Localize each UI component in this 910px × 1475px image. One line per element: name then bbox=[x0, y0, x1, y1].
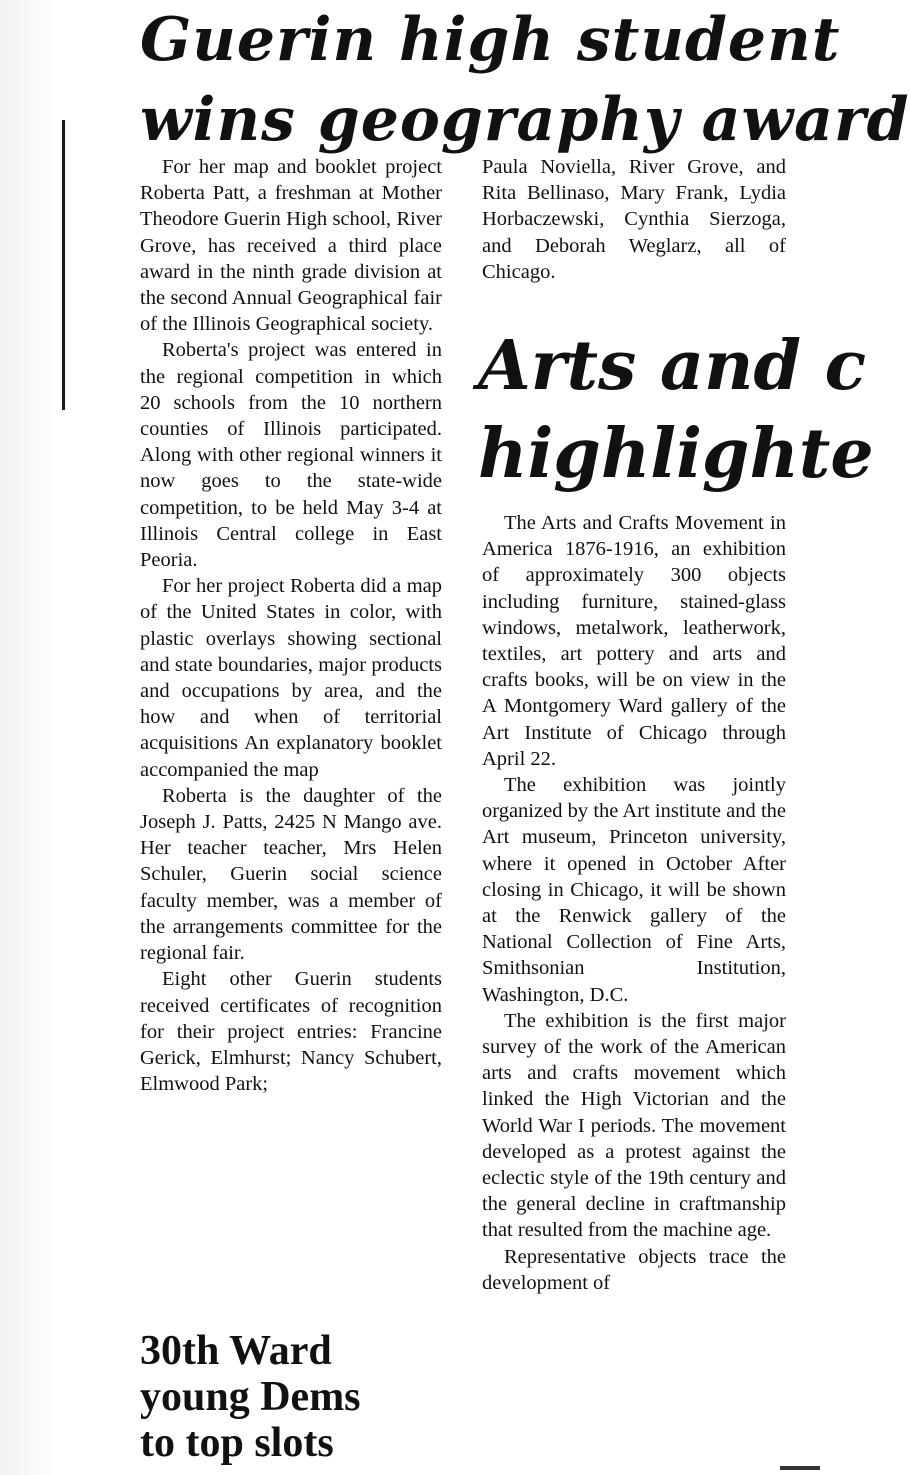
article-paragraph: Roberta's project was entered in the regional competition in which 20 schools from the 10 northern counties of Illinois participated. Along with other regional winners it now goes to the state-wide competition, to be held May 3-4 at Illinois Central college in East Peoria. bbox=[140, 339, 442, 572]
article-geography-column-1 bbox=[140, 154, 442, 1097]
arts-headline-line-1: Arts and c bbox=[478, 326, 867, 406]
main-headline bbox=[140, 0, 910, 160]
article-paragraph: The exhibition was jointly organized by the Art institute and the Art museum, Princeton university, where it opened in October After closing in Chicago, it will be shown at the Renwick gallery of the National Collection of Fine Arts, Smithsonian Institution, Washington, D.C. bbox=[482, 774, 786, 1006]
article-paragraph: For her map and booklet project Roberta Patt, a freshman at Mother Theodore Guerin High school, River Grove, has received a third place award in the ninth grade division at the second Annual Geographical fair of the Illinois Geographical society. bbox=[140, 156, 442, 336]
article-paragraph: Roberta is the daughter of the Joseph J. Patts, 2425 N Mango ave. Her teacher teacher, Mrs Helen Schuler, Guerin social science faculty member, was a member of the arrangements committee for the regional fair. bbox=[140, 784, 442, 965]
bottom-rule bbox=[780, 1466, 820, 1470]
headline-line-2: wins geography award bbox=[140, 85, 910, 155]
article-paragraph: For her project Roberta did a map of the United States in color, with plastic overlays showing sectional and state boundaries, major products and occupations by area, and the how and when of territorial acquisitions An explanatory booklet accompanied the map bbox=[140, 575, 442, 781]
article-geography-continuation bbox=[482, 154, 786, 285]
article-paragraph: Representative objects trace the development of bbox=[482, 1245, 786, 1294]
ward-headline-line-1: 30th Ward bbox=[140, 1328, 332, 1374]
article-paragraph: Eight other Guerin students received certificates of recognition for their project entries: Francine Gerick, Elmhurst; Nancy Schubert, Elmwood Park; bbox=[140, 968, 442, 1096]
arts-headline bbox=[478, 322, 878, 498]
headline-line-1: Guerin high student bbox=[140, 5, 841, 75]
arts-headline-line-2: highlighte bbox=[478, 414, 874, 494]
ward-headline-line-3: to top slots bbox=[140, 1420, 334, 1466]
article-arts-column bbox=[482, 510, 786, 1296]
article-paragraph: Paula Noviella, River Grove, and Rita Bellinaso, Mary Frank, Lydia Horbaczewski, Cynthia Sierzoga, and Deborah Weglarz, all of Chicago. bbox=[482, 156, 786, 283]
page-fold-shadow bbox=[0, 0, 60, 1475]
ward-headline-line-2: young Dems bbox=[140, 1374, 361, 1420]
ward-headline bbox=[140, 1328, 460, 1466]
fold-line bbox=[62, 120, 65, 410]
article-paragraph: The Arts and Crafts Movement in America 1876-1916, an exhibition of approximately 300 objects including furniture, stained-glass windows, metalwork, leatherwork, textiles, art pottery and arts and crafts books, will be on view in the A Montgomery Ward gallery of the Art Institute of Chicago through April 22. bbox=[482, 512, 786, 770]
article-paragraph: The exhibition is the first major survey of the work of the American arts and crafts movement which linked the High Victorian and the World War I periods. The movement developed as a protest against the eclectic style of the 19th century and the general decline in craftmanship that resulted from the machine age. bbox=[482, 1009, 786, 1242]
